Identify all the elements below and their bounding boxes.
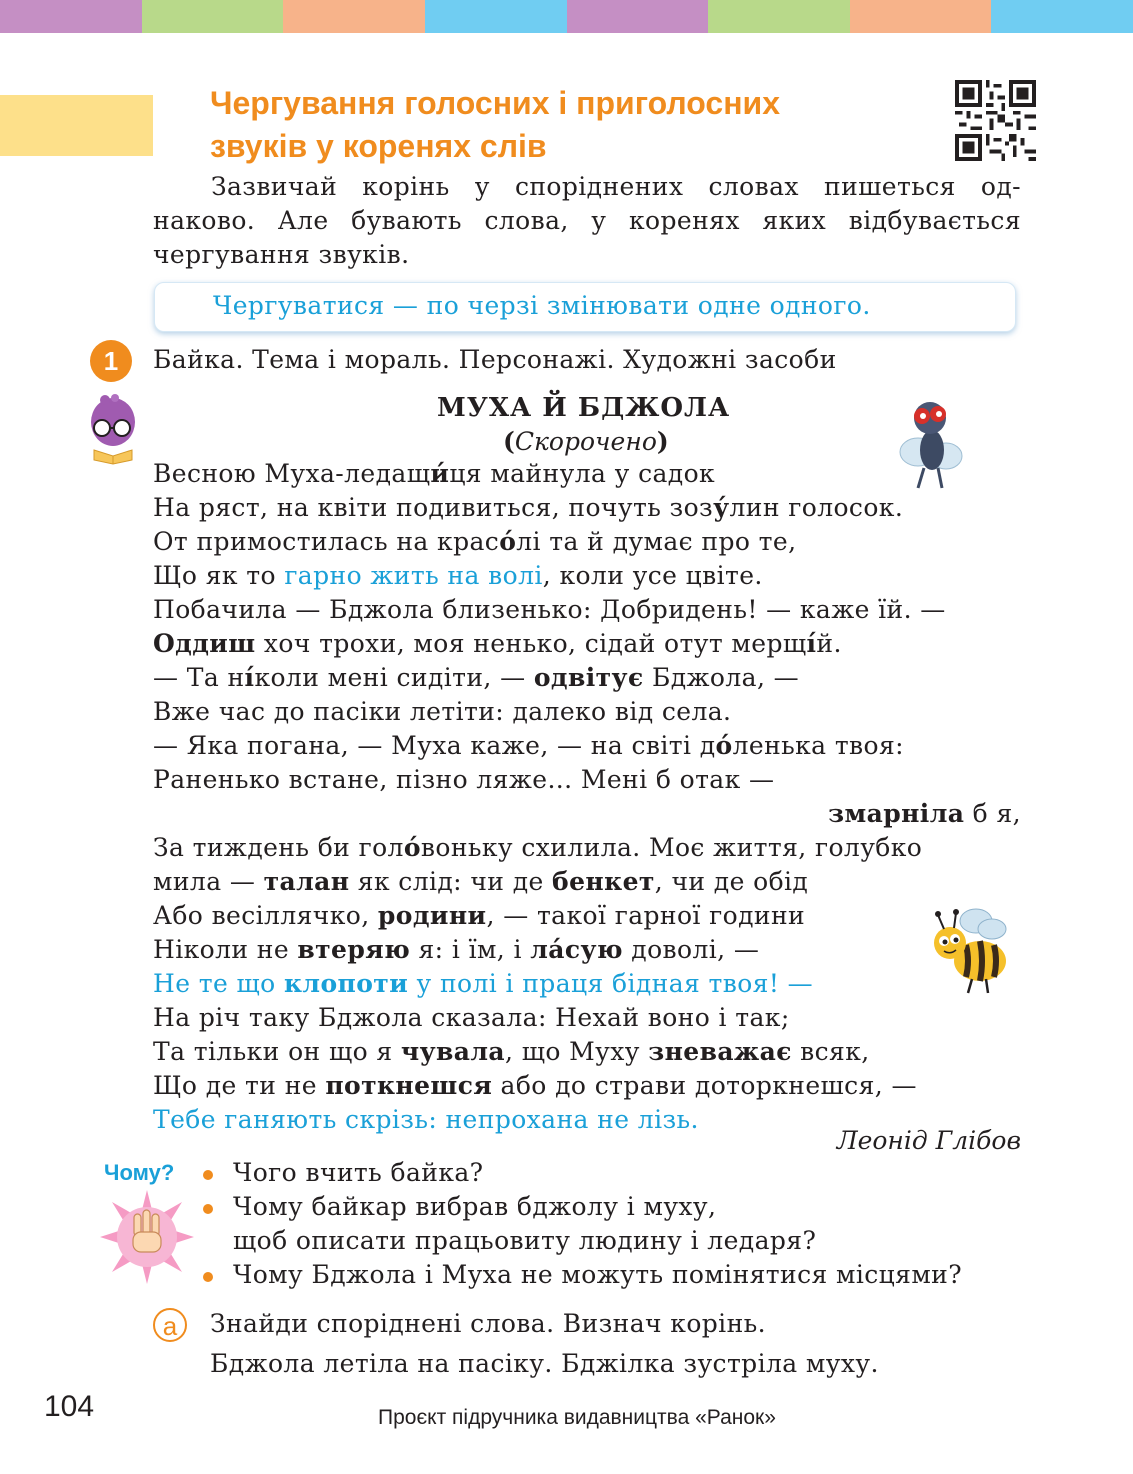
poem-line: Побачила — Бджола близенько: Добридень! — каже їй. — [153, 595, 946, 624]
question-text: Чому Бджола і Муха не можуть помінятися місцями? [233, 1260, 963, 1289]
exercise-heading: Байка. Тема і мораль. Персонажі. Художні засоби [153, 345, 837, 374]
poem-line: На річ таку Бджола сказала: Нехай воно і так; [153, 1003, 790, 1032]
stripe-segment [708, 0, 850, 33]
stripe-segment [425, 0, 567, 33]
poem-line: Що як то гарно жить на волі, коли усе цвіте. [153, 561, 763, 590]
poem-line: Вже час до пасіки летіти: далеко від села. [153, 697, 732, 726]
stripe-segment [283, 0, 425, 33]
intro-line: наково. Але бувають слова, у коренях яких відбувається [153, 206, 1021, 235]
page-number: 104 [44, 1390, 95, 1423]
poem-author: Леонід Глібов [836, 1126, 1021, 1155]
question-text: Чого вчить байка? [233, 1158, 484, 1187]
reading-mascot-icon [84, 392, 142, 466]
three-fingers-flower-icon [98, 1188, 196, 1286]
poem-line: мила — талан як слід: чи де бенкет, чи де обід [153, 867, 809, 896]
color-stripe [0, 0, 1133, 33]
intro-line: Зазвичай корінь у споріднених словах пишеться од- [211, 172, 1021, 201]
title-line-2: звуків у коренях слів [210, 128, 547, 164]
definition-text: Чергуватися — по черзі змінювати одне одного. [213, 291, 871, 320]
paren: ) [656, 427, 669, 456]
intro-paragraph [153, 170, 1021, 272]
question-text: Чому байкар вибрав бджолу і муху, [233, 1192, 717, 1221]
task-letter-badge: а [153, 1308, 187, 1342]
subtitle-text: Скорочено [514, 427, 657, 456]
poem-line: Весною Муха-ледащи́ця майнула у садок [153, 459, 716, 488]
poem-line: — Яка погана, — Муха каже, — на світі до́ленька твоя: [153, 731, 904, 760]
section-tab [0, 95, 153, 156]
poem-line: Ніколи не втеряю я: і їм, і ла́сую доволі, — [153, 935, 760, 964]
poem-line: Оддиш хоч трохи, моя ненько, сідай отут мерщі́й. [153, 629, 842, 658]
task-sentence: Бджола летіла на пасіку. Бджілка зустріла муху. [210, 1349, 879, 1378]
fly-illustration [888, 392, 968, 492]
question-text: щоб описати працьовиту людину і ледаря? [233, 1226, 817, 1255]
bullet-icon [203, 1204, 213, 1214]
publisher-footer: Проєкт підручника видавництва «Ранок» [378, 1406, 776, 1429]
poem-line: За тиждень би голо́воньку схилила. Моє життя, голубко [153, 833, 923, 862]
bullet-icon [203, 1170, 213, 1180]
bullet-icon [203, 1272, 213, 1282]
title-line-1: Чергування голосних і приголосних [210, 85, 780, 121]
stripe-segment [142, 0, 284, 33]
poem-line: Не те що клопоти у полі і праця бідная твоя! — [153, 969, 814, 998]
bee-illustration [922, 905, 1018, 997]
poem-line: Що де ти не поткнешся або до страви доторкнешся, — [153, 1071, 917, 1100]
poem-line: На ряст, на квіти подивиться, почуть зозу́лин голосок. [153, 493, 904, 522]
poem-line: Раненько встане, пізно ляже... Мені б отак — [153, 765, 775, 794]
paren: ( [503, 427, 515, 456]
poem-title: МУХА Й БДЖОЛА [437, 393, 731, 423]
task-instruction: Знайди споріднені слова. Визнач корінь. [210, 1309, 766, 1338]
stripe-segment [850, 0, 992, 33]
questions-label: Чому? [104, 1160, 175, 1185]
poem-line: Та тільки он що я чувала, що Муху зневажає всяк, [153, 1037, 870, 1066]
poem-subtitle [503, 427, 669, 456]
exercise-number-badge: 1 [90, 340, 132, 382]
poem-line: змарніла б я, [828, 799, 1021, 828]
poem-line: Тебе ганяють скрізь: непрохана не лізь. [153, 1105, 699, 1134]
poem-line: — Та ні́коли мені сидіти, — одвітує Бджола, — [153, 663, 800, 692]
stripe-segment [991, 0, 1133, 33]
poem-line: От примостилась на красо́лі та й думає про те, [153, 527, 797, 556]
page-title [210, 82, 780, 168]
definition-box [154, 282, 1016, 332]
stripe-segment [0, 0, 142, 33]
stripe-segment [567, 0, 709, 33]
intro-line: чергування звуків. [153, 240, 410, 269]
qr-code-icon[interactable] [955, 80, 1036, 161]
poem-line: Або весіллячко, родини, — такої гарної години [153, 901, 806, 930]
